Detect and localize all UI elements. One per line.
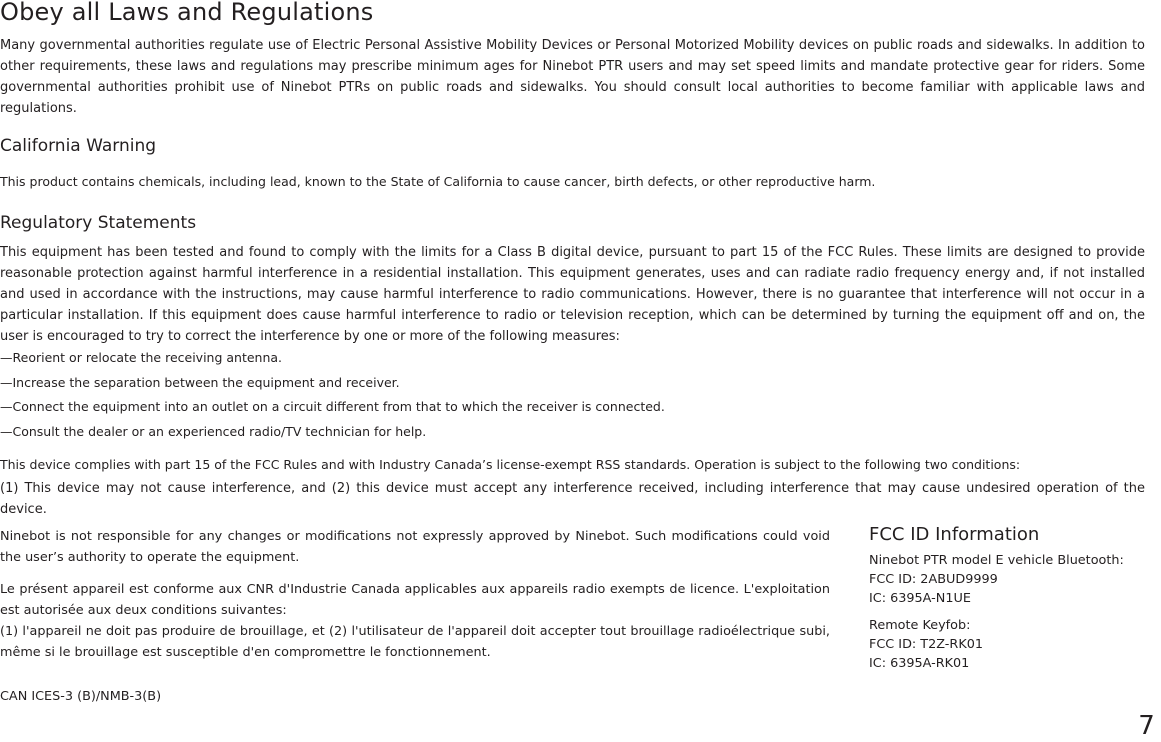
measure-item: —Connect the equipment into an outlet on a circuit different from that to which the receiver is connected. — [0, 399, 665, 414]
california-heading: California Warning — [0, 136, 157, 156]
left-column — [0, 526, 830, 707]
california-text: This product contains chemicals, including lead, known to the State of California to cause cancer, birth defects, or other reproductive harm. — [0, 174, 876, 189]
vehicle-fcc-id: FCC ID: 2ABUD9999 — [869, 572, 998, 587]
keyfob-ids — [869, 616, 1145, 673]
measure-item: —Increase the separation between the equipment and receiver. — [0, 374, 400, 390]
keyfob-ic: IC: 6395A-RK01 — [869, 656, 970, 671]
vehicle-ids — [869, 551, 1145, 608]
french-conditions: (1) l'appareil ne doit pas produire de brouillage, et (2) l'utilisateur de l'appareil doit accepter tout brouillage radioélectrique subi, même si le brouillage est susceptible d'en compromettre le fonctionnement. — [0, 624, 830, 660]
conditions-statement: (1) This device may not cause interference, and (2) this device must accept any interference received, including interference that may cause undesired operation of the device. — [0, 481, 1145, 517]
fcc-heading: FCC ID Information — [869, 524, 1040, 545]
french-statement: Le présent appareil est conforme aux CNR d'Industrie Canada applicables aux appareils radio exempts de licence. L'exploitation est autorisée aux deux conditions suivantes: — [0, 582, 830, 618]
regulatory-heading: Regulatory Statements — [0, 213, 197, 233]
regulatory-paragraph: This equipment has been tested and found to comply with the limits for a Class B digital device, pursuant to part 15 of the FCC Rules. These limits are designed to provide reasonable protection against harmful interference in a residential installation. This equipment generates, uses and can radiate radio frequency energy and, if not installed and used in accordance with the instructions, may cause harmful interference to radio communications. However, there is no guarantee that interference will not occur in a particular installation. If this equipment does cause harmful interference to radio or television reception, which can be determined by turning the equipment off and on, the user is encouraged to try to correct the interference by one or more of the following measures: — [0, 245, 1145, 344]
page-title: Obey all Laws and Regulations — [0, 0, 374, 26]
measures-list — [0, 346, 665, 444]
measure-item: —Consult the dealer or an experienced radio/TV technician for help. — [0, 423, 427, 439]
keyfob-label: Remote Keyfob: — [869, 618, 971, 633]
vehicle-ic: IC: 6395A-N1UE — [869, 591, 971, 606]
vehicle-label: Ninebot PTR model E vehicle Bluetooth: — [869, 553, 1124, 568]
can-ices-label: CAN ICES-3 (B)/NMB-3(B) — [0, 689, 162, 704]
rss-statement: This device complies with part 15 of the FCC Rules and with Industry Canada’s license-exempt RSS standards. Operation is subject to the following two conditions: — [0, 457, 1021, 472]
page-number: 7 — [1138, 711, 1155, 741]
fcc-id-section — [869, 524, 1145, 673]
intro-paragraph: Many governmental authorities regulate use of Electric Personal Assistive Mobility Devices or Personal Motorized Mobility devices on public roads and sidewalks. In addition to other requirements, these laws and regulations may prescribe minimum ages for Ninebot PTR users and may set speed limits and mandate protective gear for riders. Some governmental authorities prohibit use of Ninebot PTRs on public roads and sidewalks. You should consult local authorities to become familiar with applicable laws and regulations. — [0, 38, 1145, 116]
keyfob-fcc-id: FCC ID: T2Z-RK01 — [869, 637, 983, 652]
modifications-statement: Ninebot is not responsible for any changes or modifications not expressly approved by Ninebot. Such modifications could void the user’s authority to operate the equipment. — [0, 529, 830, 565]
measure-item: —Reorient or relocate the receiving antenna. — [0, 350, 283, 365]
